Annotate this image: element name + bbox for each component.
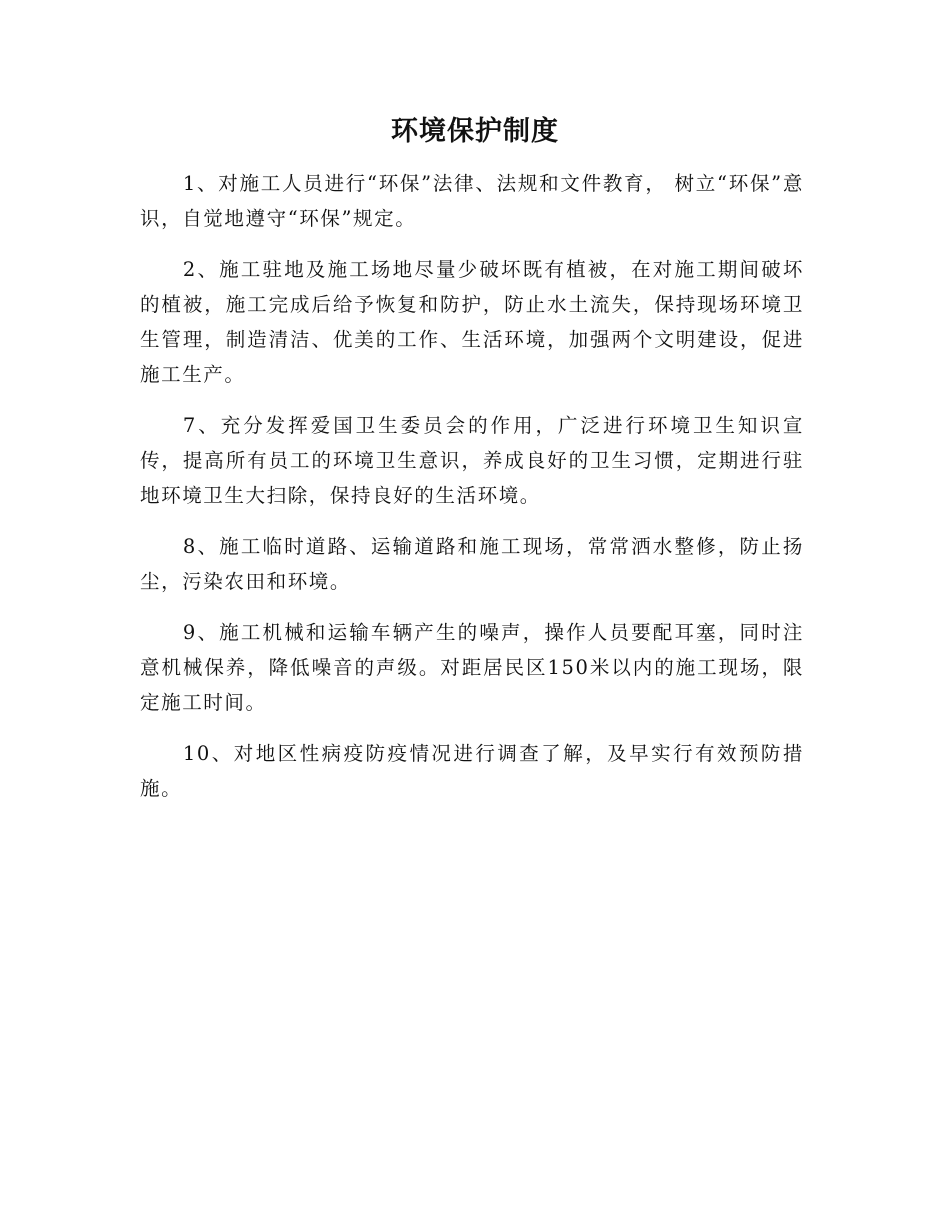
- paragraph-2: 2、施工驻地及施工场地尽量少破坏既有植被，在对施工期间破坏的植被，施工完成后给予恢复和防护，防止水土流失，保持现场环境卫生管理，制造清洁、优美的工作、生活环境，加强两个文明建设，促进施工生产。: [140, 258, 804, 386]
- paragraph-7: 7、充分发挥爱国卫生委员会的作用，广泛进行环境卫生知识宣传，提高所有员工的环境卫生意识，养成良好的卫生习惯，定期进行驻地环境卫生大扫除，保持良好的生活环境。: [140, 414, 804, 507]
- document-title: 环境保护制度: [391, 116, 559, 147]
- document-body: [140, 166, 804, 822]
- paragraph-8: 8、施工临时道路、运输道路和施工现场，常常洒水整修，防止扬尘，污染农田和环境。: [140, 535, 804, 593]
- paragraph-1: 1、对施工人员进行“环保”法律、法规和文件教育， 树立“环保”意识，自觉地遵守“环保”规定。: [140, 172, 804, 230]
- paragraph-9: 9、施工机械和运输车辆产生的噪声，操作人员要配耳塞，同时注意机械保养，降低噪音的声级。对距居民区150米以内的施工现场，限定施工时间。: [140, 621, 804, 714]
- paragraph-10: 10、对地区性病疫防疫情况进行调查了解，及早实行有效预防措施。: [140, 742, 804, 800]
